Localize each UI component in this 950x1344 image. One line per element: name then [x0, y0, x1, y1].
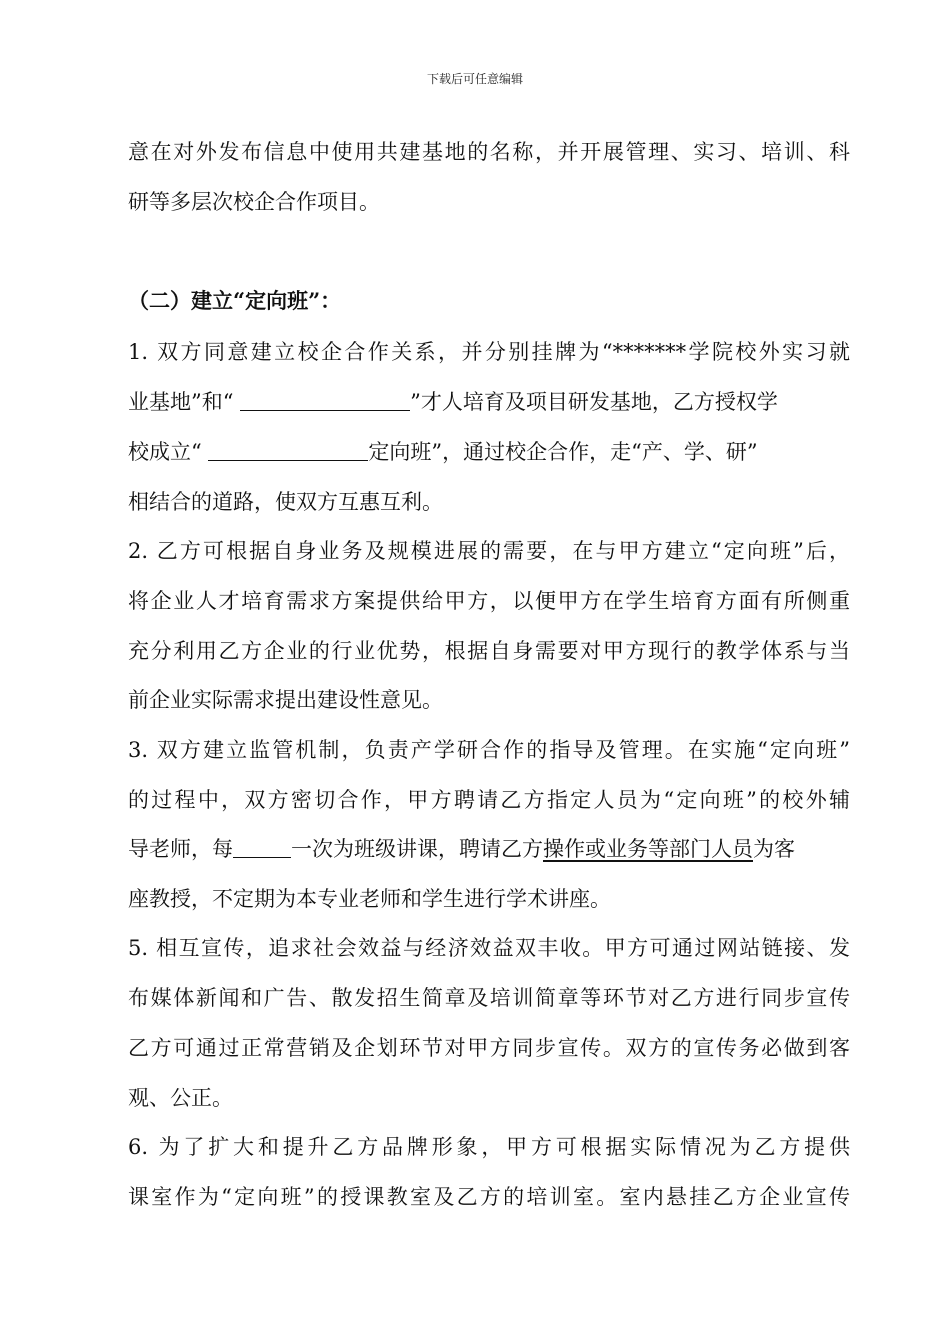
paragraph-line: 意在对外发布信息中使用共建基地的名称，并开展管理、实习、培训、科 — [128, 140, 850, 164]
fill-in-blank — [208, 438, 368, 461]
item-2-line: 2. 乙方可根据自身业务及规模进展的需要，在与甲方建立“定向班”后， — [128, 539, 850, 563]
item-3-line: 座教授，不定期为本专业老师和学生进行学术讲座。 — [128, 887, 611, 911]
item-1-line — [128, 388, 850, 416]
item-1-line: 相结合的道路，使双方互惠互利。 — [128, 490, 443, 514]
item-1-text: 业基地”和“ — [128, 390, 241, 414]
item-3-line — [128, 835, 850, 863]
item-2-line: 将企业人才培育需求方案提供给甲方，以便甲方在学生培育方面有所侧重 — [128, 589, 850, 613]
item-2-line: 前企业实际需求提出建设性意见。 — [128, 688, 443, 712]
page-header: 下载后可任意编辑 — [426, 72, 523, 86]
item-1-line: 1. 双方同意建立校企合作关系，并分别挂牌为“*******学院校外实习就 — [128, 340, 850, 364]
item-2-line: 充分利用乙方企业的行业优势，根据自身需要对甲方现行的教学体系与当 — [128, 639, 850, 663]
item-5-line: 乙方可通过正常营销及企划环节对甲方同步宣传。双方的宣传务必做到客 — [128, 1036, 850, 1060]
item-5-line: 布媒体新闻和广告、散发招生简章及培训简章等环节对乙方进行同步宣传 — [128, 986, 850, 1010]
fill-in-blank — [240, 388, 410, 411]
item-6-line: 6. 为了扩大和提升乙方品牌形象，甲方可根据实际情况为乙方提供 — [128, 1135, 850, 1159]
item-5-line: 5. 相互宣传，追求社会效益与经济效益双丰收。甲方可通过网站链接、发 — [128, 936, 850, 960]
item-1-text: ”才人培育及项目研发基地，乙方授权学 — [410, 390, 778, 414]
underlined-text: 操作或业务等部门人员 — [543, 837, 753, 861]
section-heading: （二）建立“定向班”： — [128, 288, 342, 313]
item-3-text: 一次为班级讲课，聘请乙方 — [291, 837, 543, 861]
fill-in-blank — [233, 835, 291, 858]
item-1-text: 定向班”，通过校企合作，走“产、学、研” — [368, 440, 758, 464]
item-3-text: 为客 — [753, 837, 795, 861]
item-3-line: 3. 双方建立监管机制，负责产学研合作的指导及管理。在实施“定向班” — [128, 738, 850, 762]
item-1-text: 校成立“ — [128, 440, 209, 464]
item-1-line — [128, 438, 850, 466]
item-5-line: 观、公正。 — [128, 1086, 233, 1110]
item-6-line: 课室作为“定向班”的授课教室及乙方的培训室。室内悬挂乙方企业宣传 — [128, 1185, 850, 1209]
paragraph-line: 研等多层次校企合作项目。 — [128, 190, 380, 214]
item-3-line: 的过程中，双方密切合作，甲方聘请乙方指定人员为“定向班”的校外辅 — [128, 788, 850, 812]
item-3-text: 导老师，每 — [128, 837, 233, 861]
